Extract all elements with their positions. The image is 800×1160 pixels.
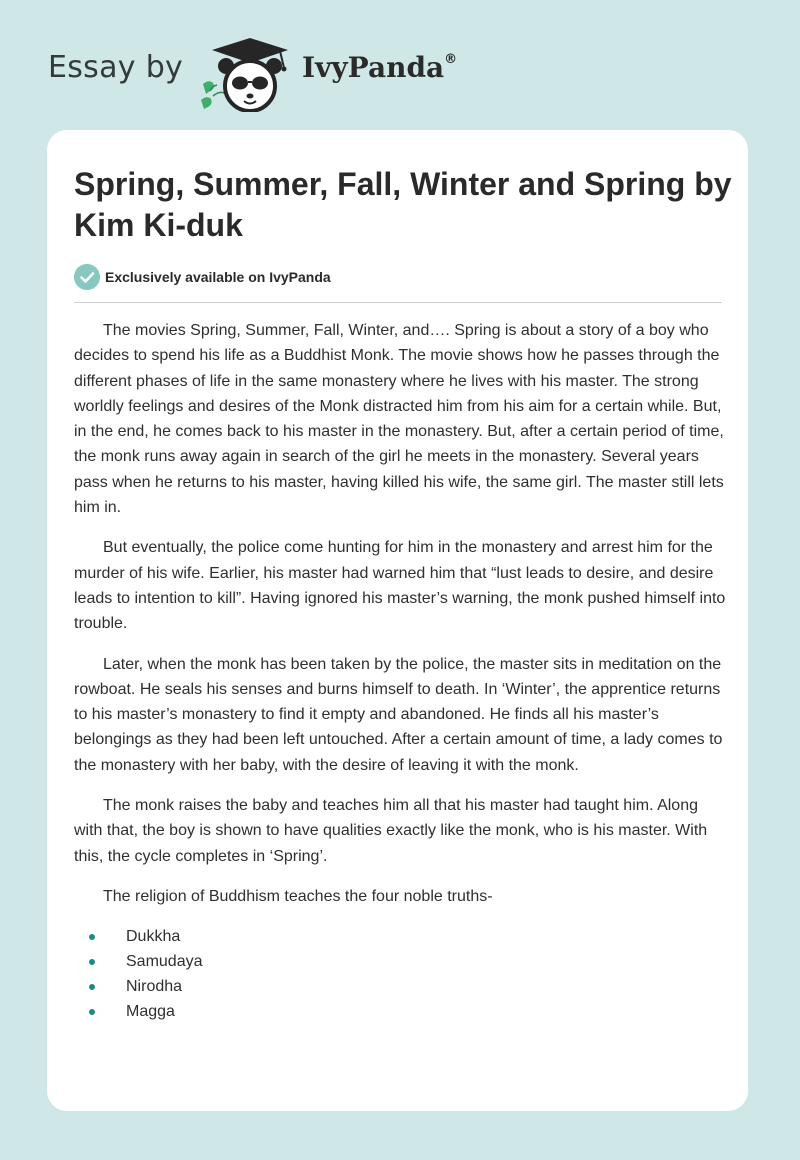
paragraph: The religion of Buddhism teaches the four noble truths- — [103, 887, 493, 905]
essay-by-label: Essay by — [48, 50, 184, 85]
ivypanda-logo-icon[interactable] — [200, 36, 300, 112]
list-item-label: Samudaya — [126, 953, 203, 971]
list-item-label: Nirodha — [126, 978, 183, 996]
brand-name[interactable] — [302, 51, 457, 84]
list-item — [74, 924, 729, 949]
paragraph: The movies Spring, Summer, Fall, Winter, and…. Spring is about a story of a boy who decides to spend his life as a Buddhist Monk. The movie shows how he passes through the different phases of life in the same monastery where he lives with his master. The strong worldly feelings and desires of the Monk distracted him from his aim for a certain while. But, in the end, he comes back to his master in the monastery. But, after a certain period of time, the monk runs away again in search of the girl he meets in the monastery. Several years pass when he returns to his master, having killed his wife, the same girl. The master still lets him in. — [74, 322, 724, 517]
list-item — [74, 974, 729, 999]
list-item-label: Magga — [126, 1003, 175, 1021]
paragraph: Later, when the monk has been taken by the police, the master sits in meditation on the rowboat. He seals his senses and burns himself to death. In ‘Winter’, the apprentice returns to his master’s monastery to find it empty and abandoned. He finds all his master’s belongings as they had been left untouched. After a certain amount of time, a lady comes to the monastery with her baby, with the desire of leaving it with the monk. — [74, 655, 723, 774]
noble-truths-list — [74, 924, 729, 1024]
divider — [74, 302, 722, 303]
site-header — [0, 0, 800, 130]
bullet-icon — [89, 959, 95, 965]
list-item — [74, 999, 729, 1024]
bullet-icon — [89, 934, 95, 940]
bullet-icon — [89, 1009, 95, 1015]
brand-text: IvyPanda — [302, 51, 445, 84]
article-card — [47, 130, 748, 1111]
list-item-label: Dukkha — [126, 928, 181, 946]
check-badge-icon — [74, 264, 100, 290]
bullet-icon — [89, 984, 95, 990]
registered-mark: ® — [444, 52, 458, 67]
list-item — [74, 949, 729, 974]
exclusive-badge-label: Exclusively available on IvyPanda — [105, 269, 331, 285]
paragraph: But eventually, the police come hunting for him in the monastery and arrest him for the murder of his wife. Earlier, his master had warned him that “lust leads to desire, and desire leads to intention to kill”. Having ignored his master’s warning, the monk pushed himself into trouble. — [74, 539, 726, 633]
article-body — [74, 318, 729, 1024]
page-title: Spring, Summer, Fall, Winter and Spring by Kim Ki-duk — [74, 166, 732, 243]
paragraph: The monk raises the baby and teaches him all that his master had taught him. Along with that, the boy is shown to have qualities exactly like the monk, who is his master. With this, the cycle completes in ‘Spring’. — [74, 797, 708, 865]
